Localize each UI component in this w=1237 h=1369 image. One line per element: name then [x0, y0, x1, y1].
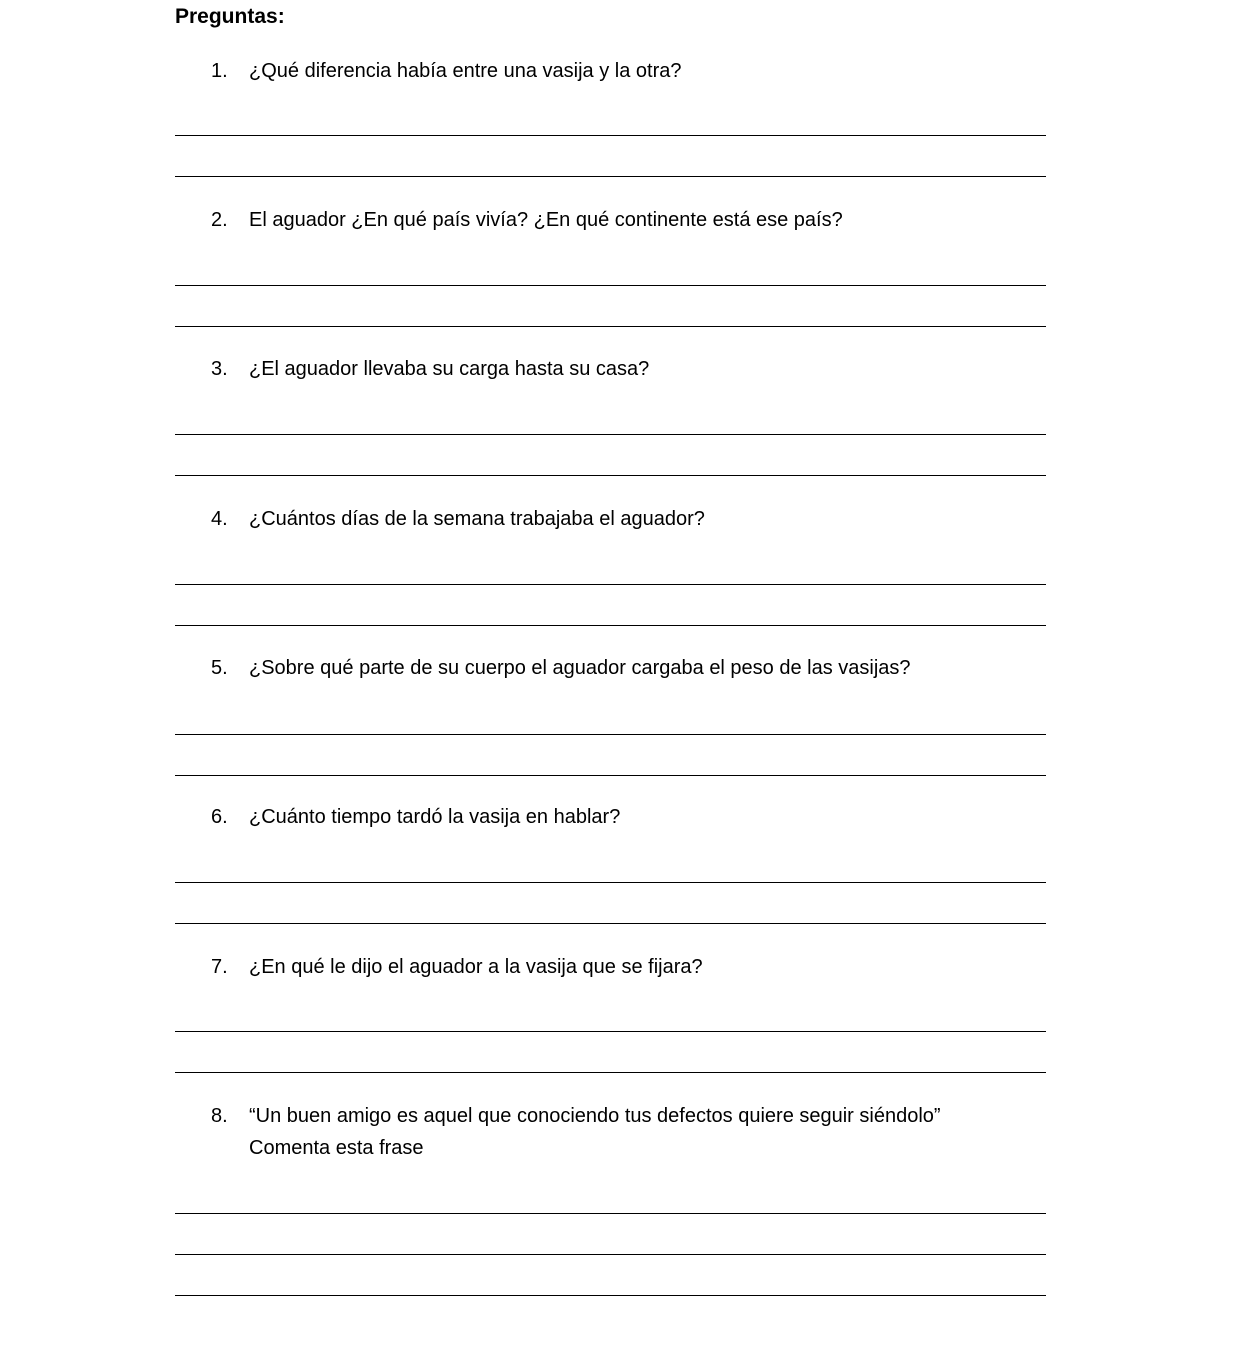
question-1 — [211, 55, 1039, 87]
question-text: ¿En qué le dijo el aguador a la vasija que se fijara? — [249, 956, 703, 978]
question-7 — [211, 951, 1039, 983]
answer-line-6a[interactable] — [175, 882, 1046, 883]
question-3 — [211, 353, 1039, 385]
question-text: El aguador ¿En qué país vivía? ¿En qué continente está ese país? — [249, 209, 843, 231]
question-4 — [211, 503, 1039, 535]
question-number: 1. — [211, 60, 228, 82]
question-text: ¿El aguador llevaba su carga hasta su casa? — [249, 358, 650, 380]
question-number: 6. — [211, 806, 228, 828]
answer-line-3b[interactable] — [175, 475, 1046, 476]
question-number: 8. — [211, 1105, 228, 1127]
answer-line-4a[interactable] — [175, 584, 1046, 585]
answer-line-6b[interactable] — [175, 923, 1046, 924]
question-number: 2. — [211, 209, 228, 231]
answer-line-2b[interactable] — [175, 326, 1046, 327]
question-8 — [211, 1100, 1039, 1164]
answer-line-5b[interactable] — [175, 775, 1046, 776]
question-text: ¿Cuántos días de la semana trabajaba el aguador? — [249, 508, 705, 530]
question-number: 5. — [211, 657, 228, 679]
question-text: ¿Cuánto tiempo tardó la vasija en hablar? — [249, 806, 621, 828]
answer-line-4b[interactable] — [175, 625, 1046, 626]
question-instruction: Comenta esta frase — [249, 1137, 424, 1159]
question-text: ¿Qué diferencia había entre una vasija y la otra? — [249, 60, 682, 82]
answer-line-7b[interactable] — [175, 1072, 1046, 1073]
question-text — [249, 1100, 1039, 1164]
question-number: 7. — [211, 956, 228, 978]
answer-line-8c[interactable] — [175, 1295, 1046, 1296]
answer-line-7a[interactable] — [175, 1031, 1046, 1032]
answer-line-1a[interactable] — [175, 135, 1046, 136]
answer-line-8b[interactable] — [175, 1254, 1046, 1255]
answer-line-3a[interactable] — [175, 434, 1046, 435]
question-number: 3. — [211, 358, 228, 380]
answer-line-2a[interactable] — [175, 285, 1046, 286]
answer-line-8a[interactable] — [175, 1213, 1046, 1214]
question-6 — [211, 801, 1039, 833]
question-5 — [211, 652, 1039, 684]
answer-line-5a[interactable] — [175, 734, 1046, 735]
question-number: 4. — [211, 508, 228, 530]
page-title: Preguntas: — [175, 5, 285, 28]
answer-line-1b[interactable] — [175, 176, 1046, 177]
question-text: ¿Sobre qué parte de su cuerpo el aguador cargaba el peso de las vasijas? — [249, 657, 911, 679]
question-2 — [211, 204, 1039, 236]
question-quote: “Un buen amigo es aquel que conociendo tus defectos quiere seguir siéndolo” — [249, 1105, 941, 1127]
